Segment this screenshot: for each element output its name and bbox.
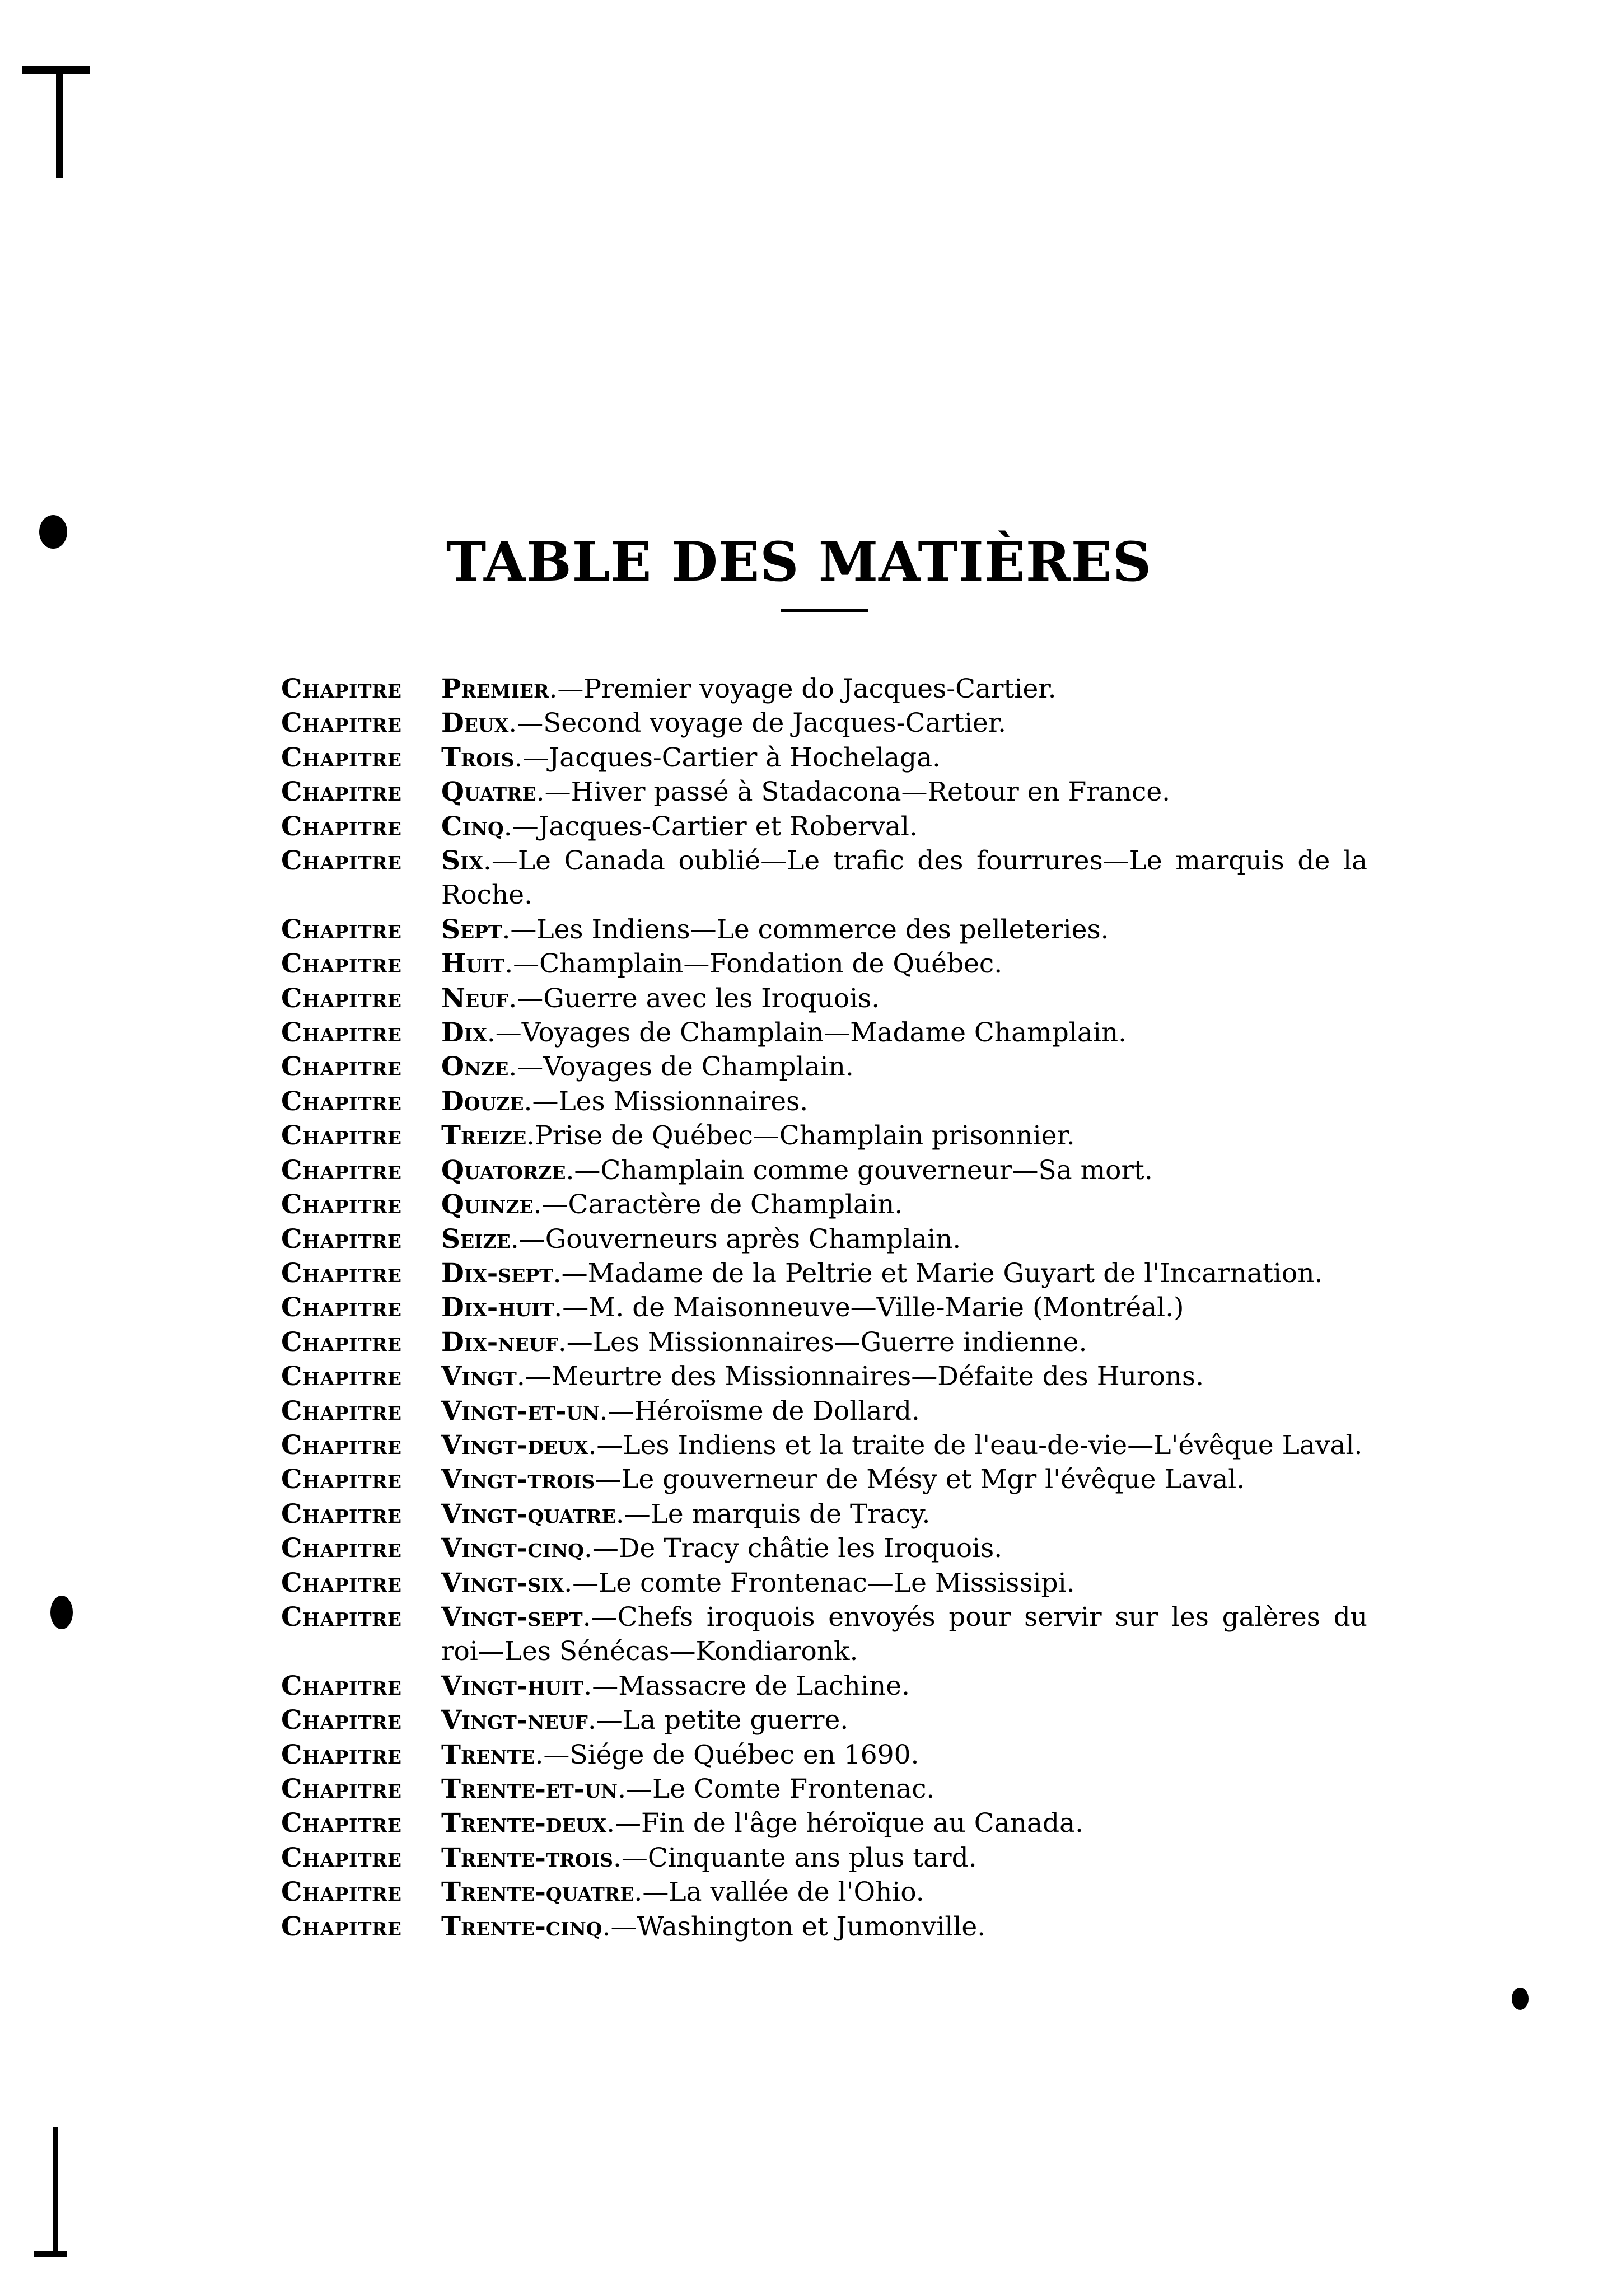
chapter-title: .—De Tracy châtie les Iroquois.: [583, 1533, 1003, 1564]
chapter-entry: [441, 1497, 1367, 1531]
toc-entry: [281, 1359, 1367, 1394]
chapter-entry: [441, 844, 1367, 913]
chapter-title: .—Meurtre des Missionnaires—Défaite des Hurons.: [516, 1361, 1204, 1392]
toc-entry: [281, 981, 1367, 1016]
chapter-number: Huit: [441, 948, 505, 980]
chapter-title: .—Jacques-Cartier et Roberval.: [503, 811, 918, 842]
toc-entry: [281, 1050, 1367, 1084]
chapter-number: Trente-cinq: [441, 1911, 602, 1942]
chapter-entry: [441, 1050, 1367, 1084]
toc-entry: [281, 1153, 1367, 1187]
chapter-number: Treize: [441, 1120, 527, 1152]
chapter-title: .—Guerre avec les Iroquois.: [508, 983, 880, 1014]
chapter-entry: [441, 775, 1367, 809]
chapter-entry: [441, 1669, 1367, 1703]
toc-entry: [281, 741, 1367, 775]
scan-mark-bottom-left: [53, 2127, 58, 2256]
chapter-title: .—Champlain—Fondation de Québec.: [504, 948, 1003, 980]
scan-mark-bottom-left-foot: [34, 2251, 67, 2257]
chapter-label: Chapitre: [281, 1051, 402, 1083]
chapter-number: Premier: [441, 674, 549, 704]
chapter-number: Six: [441, 845, 483, 877]
chapter-title: .—Chefs iroquois envoyés pour servir sur les galères du roi—Les Sénécas—Kondiaronk.: [441, 1601, 1367, 1667]
chapter-title: .—Les Missionnaires—Guerre indienne.: [558, 1326, 1087, 1358]
scan-mark-top-left-stem: [56, 66, 63, 178]
chapter-label: Chapitre: [281, 1120, 402, 1152]
toc-entry: [281, 1875, 1367, 1909]
chapter-title: .—Siége de Québec en 1690.: [535, 1739, 919, 1770]
chapter-number: Vingt: [441, 1361, 517, 1392]
chapter-number: Vingt-cinq: [441, 1533, 584, 1564]
chapter-entry: [441, 810, 1367, 844]
chapter-entry: [441, 706, 1367, 740]
chapter-title: .—Cinquante ans plus tard.: [613, 1842, 977, 1873]
toc-entry: [281, 1703, 1367, 1737]
toc-entry: [281, 1772, 1367, 1806]
scan-mark-right: [1512, 1988, 1529, 2010]
chapter-entry: [441, 1531, 1367, 1565]
chapter-title: .Prise de Québec—Champlain prisonnier.: [526, 1120, 1075, 1152]
chapter-entry: [441, 1256, 1367, 1290]
chapter-label: Chapitre: [281, 1670, 402, 1701]
chapter-number: Vingt-deux: [441, 1429, 588, 1461]
chapter-number: Quatorze: [441, 1154, 566, 1186]
chapter-entry: [441, 741, 1367, 775]
toc-entry: [281, 947, 1367, 981]
chapter-entry: [441, 1119, 1367, 1153]
toc-entry: [281, 1738, 1367, 1772]
title-rule: [781, 609, 868, 612]
chapter-title: .—Héroïsme de Dollard.: [599, 1395, 920, 1427]
chapter-title: .—Second voyage de Jacques-Cartier.: [508, 708, 1007, 739]
toc-entry: [281, 913, 1367, 947]
chapter-number: Dix: [441, 1017, 487, 1049]
chapter-number: Trente-deux: [441, 1808, 607, 1839]
chapter-entry: [441, 1566, 1367, 1600]
chapter-number: Vingt-et-un: [441, 1395, 600, 1427]
toc-entry: [281, 1462, 1367, 1497]
chapter-entry: [441, 1290, 1367, 1325]
chapter-number: Neuf: [441, 983, 509, 1014]
page-title: TABLE DES MATIÈRES: [446, 530, 1152, 594]
chapter-title: .—Massacre de Lachine.: [583, 1670, 910, 1701]
chapter-label: Chapitre: [281, 1774, 402, 1804]
chapter-number: Douze: [441, 1086, 524, 1117]
chapter-label: Chapitre: [281, 1395, 402, 1427]
chapter-title: .—La petite guerre.: [587, 1705, 849, 1736]
chapter-label: Chapitre: [281, 983, 402, 1014]
chapter-title: .—Les Indiens—Le commerce des pelleteries.: [502, 914, 1109, 945]
chapter-number: Dix-sept: [441, 1257, 553, 1289]
chapter-number: Sept: [441, 914, 502, 945]
chapter-title: —Le gouverneur de Mésy et Mgr l'évêque Laval.: [595, 1464, 1245, 1495]
chapter-title: .—Champlain comme gouverneur—Sa mort.: [566, 1154, 1153, 1186]
toc-entry: [281, 1119, 1367, 1153]
table-of-contents: [281, 672, 1367, 1944]
toc-entry: [281, 1806, 1367, 1840]
chapter-title: .—M. de Maisonneuve—Ville-Marie (Montréal.): [554, 1292, 1184, 1324]
chapter-title: .—Fin de l'âge héroïque au Canada.: [606, 1808, 1084, 1839]
chapter-number: Dix-neuf: [441, 1326, 558, 1358]
toc-entry: [281, 1394, 1367, 1428]
chapter-entry: [441, 1703, 1367, 1737]
chapter-title: .—Le marquis de Tracy.: [615, 1498, 931, 1530]
toc-entry: [281, 810, 1367, 844]
chapter-number: Onze: [441, 1051, 509, 1083]
chapter-title: .—Le comte Frontenac—Le Mississipi.: [564, 1567, 1075, 1598]
chapter-title: .—Washington et Jumonville.: [602, 1911, 986, 1942]
chapter-label: Chapitre: [281, 777, 402, 808]
chapter-entry: [441, 1600, 1367, 1669]
chapter-label: Chapitre: [281, 1223, 402, 1255]
chapter-label: Chapitre: [281, 1154, 402, 1186]
chapter-label: Chapitre: [281, 1705, 402, 1736]
toc-entry: [281, 706, 1367, 740]
toc-entry: [281, 844, 1367, 913]
chapter-number: Dix-huit: [441, 1292, 554, 1324]
chapter-label: Chapitre: [281, 1739, 402, 1770]
toc-entry: [281, 1084, 1367, 1119]
chapter-label: Chapitre: [281, 1567, 402, 1598]
chapter-title: .—Gouverneurs après Champlain.: [510, 1223, 961, 1255]
chapter-number: Vingt-six: [441, 1567, 564, 1598]
chapter-number: Vingt-neuf: [441, 1705, 588, 1736]
scan-mark-lower-left: [50, 1596, 73, 1629]
chapter-entry: [441, 1222, 1367, 1256]
chapter-number: Cinq: [441, 811, 504, 842]
chapter-title: .—Caractère de Champlain.: [533, 1189, 903, 1221]
toc-entry: [281, 1290, 1367, 1325]
chapter-entry: [441, 1359, 1367, 1394]
chapter-label: Chapitre: [281, 845, 402, 877]
chapter-label: Chapitre: [281, 1429, 402, 1461]
chapter-label: Chapitre: [281, 948, 402, 980]
chapter-title: .—Les Missionnaires.: [524, 1086, 809, 1117]
chapter-entry: [441, 947, 1367, 981]
chapter-title: .—Madame de la Peltrie et Marie Guyart de l'Incarnation.: [553, 1257, 1323, 1289]
chapter-title: .—Jacques-Cartier à Hochelaga.: [514, 742, 941, 773]
chapter-entry: [441, 1325, 1367, 1359]
toc-entry: [281, 1222, 1367, 1256]
chapter-label: Chapitre: [281, 1361, 402, 1392]
chapter-label: Chapitre: [281, 1842, 402, 1873]
chapter-number: Vingt-quatre: [441, 1498, 616, 1530]
chapter-label: Chapitre: [281, 1498, 402, 1530]
chapter-title: .—Voyages de Champlain.: [508, 1051, 854, 1083]
chapter-number: Vingt-trois: [441, 1464, 595, 1495]
toc-entry: [281, 1566, 1367, 1600]
chapter-number: Quatre: [441, 777, 536, 808]
chapter-title: .—Hiver passé à Stadacona—Retour en France.: [536, 777, 1171, 808]
chapter-entry: [441, 1738, 1367, 1772]
chapter-label: Chapitre: [281, 1017, 402, 1049]
chapter-number: Trente: [441, 1739, 535, 1770]
toc-entry: [281, 775, 1367, 809]
chapter-label: Chapitre: [281, 1911, 402, 1942]
chapter-entry: [441, 1875, 1367, 1909]
toc-entry: [281, 1497, 1367, 1531]
chapter-number: Quinze: [441, 1189, 534, 1221]
chapter-entry: [441, 1153, 1367, 1187]
toc-entry: [281, 672, 1367, 706]
chapter-entry: [441, 981, 1367, 1016]
chapter-label: Chapitre: [281, 1292, 402, 1324]
toc-entry: [281, 1910, 1367, 1944]
chapter-entry: [441, 672, 1367, 706]
chapter-entry: [441, 1806, 1367, 1840]
chapter-label: Chapitre: [281, 1257, 402, 1289]
chapter-number: Trente-quatre: [441, 1877, 634, 1908]
toc-entry: [281, 1600, 1367, 1669]
chapter-entry: [441, 1084, 1367, 1119]
chapter-title: .—Le Canada oublié—Le trafic des fourrures—Le marquis de la Roche.: [441, 845, 1367, 911]
chapter-entry: [441, 1394, 1367, 1428]
chapter-label: Chapitre: [281, 1808, 402, 1839]
chapter-label: Chapitre: [281, 708, 402, 739]
chapter-number: Trente-et-un: [441, 1774, 618, 1804]
chapter-entry: [441, 1841, 1367, 1875]
chapter-entry: [441, 913, 1367, 947]
chapter-title: .—Premier voyage do Jacques-Cartier.: [549, 674, 1057, 704]
chapter-label: Chapitre: [281, 914, 402, 945]
toc-entry: [281, 1669, 1367, 1703]
chapter-label: Chapitre: [281, 674, 402, 704]
chapter-number: Trente-trois: [441, 1842, 613, 1873]
chapter-number: Seize: [441, 1223, 511, 1255]
chapter-title: .—Le Comte Frontenac.: [618, 1774, 935, 1804]
toc-entry: [281, 1325, 1367, 1359]
toc-entry: [281, 1256, 1367, 1290]
chapter-label: Chapitre: [281, 742, 402, 773]
chapter-number: Deux: [441, 708, 509, 739]
chapter-label: Chapitre: [281, 1533, 402, 1564]
toc-entry: [281, 1841, 1367, 1875]
chapter-label: Chapitre: [281, 811, 402, 842]
chapter-entry: [441, 1772, 1367, 1806]
chapter-label: Chapitre: [281, 1464, 402, 1495]
toc-entry: [281, 1428, 1367, 1462]
toc-entry: [281, 1016, 1367, 1050]
chapter-label: Chapitre: [281, 1326, 402, 1358]
chapter-entry: [441, 1428, 1367, 1462]
chapter-number: Vingt-sept: [441, 1601, 583, 1633]
chapter-entry: [441, 1462, 1367, 1497]
chapter-number: Trois: [441, 742, 515, 773]
chapter-label: Chapitre: [281, 1601, 402, 1633]
chapter-entry: [441, 1016, 1367, 1050]
chapter-title: .—Voyages de Champlain—Madame Champlain.: [487, 1017, 1127, 1049]
chapter-label: Chapitre: [281, 1189, 402, 1221]
chapter-entry: [441, 1187, 1367, 1222]
chapter-number: Vingt-huit: [441, 1670, 584, 1701]
toc-entry: [281, 1531, 1367, 1565]
toc-entry: [281, 1187, 1367, 1222]
chapter-label: Chapitre: [281, 1086, 402, 1117]
chapter-entry: [441, 1910, 1367, 1944]
chapter-title: .—La vallée de l'Ohio.: [634, 1877, 924, 1908]
chapter-title: .—Les Indiens et la traite de l'eau-de-vie—L'évêque Laval.: [588, 1429, 1363, 1461]
chapter-label: Chapitre: [281, 1877, 402, 1908]
